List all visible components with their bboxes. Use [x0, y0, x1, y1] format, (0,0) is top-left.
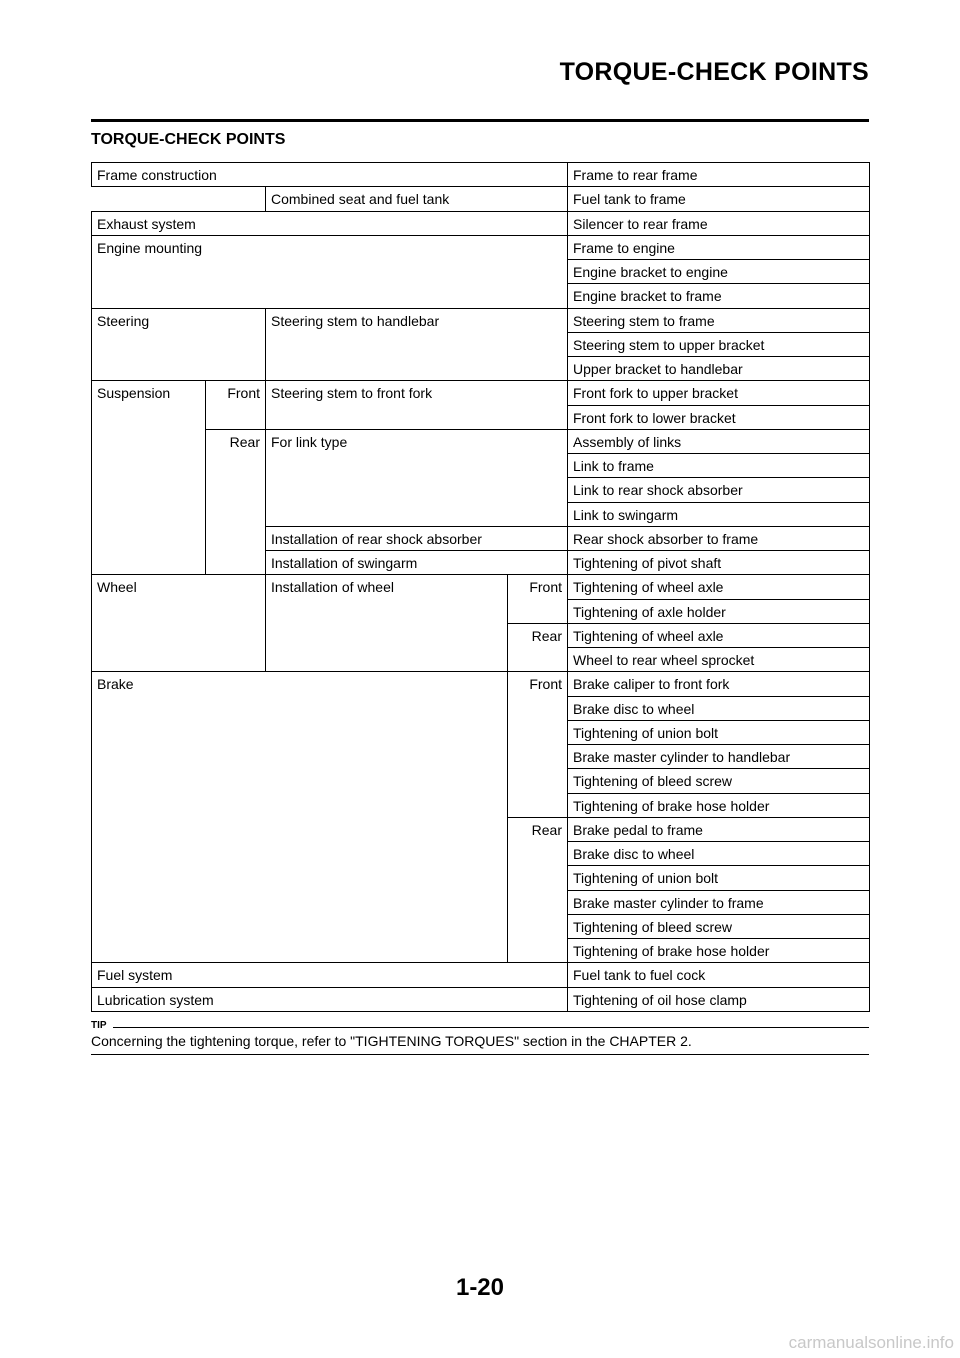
table-cell: Wheel: [91, 574, 266, 672]
header-rule: [91, 119, 869, 122]
table-cell: Brake: [91, 671, 508, 963]
table-cell: Installation of swingarm: [265, 550, 568, 575]
table-cell: Link to frame: [567, 453, 870, 478]
table-cell: Fuel tank to frame: [567, 186, 870, 211]
table-cell: Brake disc to wheel: [567, 696, 870, 721]
table-cell: Rear: [507, 623, 568, 673]
table-cell: Brake master cylinder to frame: [567, 890, 870, 915]
table-cell: Tightening of union bolt: [567, 865, 870, 890]
table-cell: Steering stem to handlebar: [265, 308, 568, 382]
table-cell: Front: [507, 574, 568, 624]
table-cell: Installation of rear shock absorber: [265, 526, 568, 551]
table-cell: Steering stem to frame: [567, 308, 870, 333]
table-cell: Assembly of links: [567, 429, 870, 454]
table-cell: Engine bracket to frame: [567, 283, 870, 308]
table-cell: Steering stem to upper bracket: [567, 332, 870, 357]
table-cell: Tightening of oil hose clamp: [567, 987, 870, 1012]
table-cell: Brake pedal to frame: [567, 817, 870, 842]
table-cell: For link type: [265, 429, 568, 527]
torque-check-table: [91, 162, 869, 1012]
table-cell: Tightening of union bolt: [567, 720, 870, 745]
tip-text: Concerning the tightening torque, refer to "TIGHTENING TORQUES" section in the CHAPTER 2.: [91, 1033, 692, 1049]
table-cell: Exhaust system: [91, 211, 568, 236]
table-cell: Steering stem to front fork: [265, 380, 568, 430]
table-cell: Tightening of wheel axle: [567, 623, 870, 648]
table-cell: Silencer to rear frame: [567, 211, 870, 236]
table-cell: Tightening of bleed screw: [567, 914, 870, 939]
table-cell: Rear: [205, 429, 266, 576]
table-cell: Front: [507, 671, 568, 818]
table-cell: Fuel system: [91, 962, 568, 987]
table-cell: Upper bracket to handlebar: [567, 356, 870, 381]
table-cell: Front fork to lower bracket: [567, 405, 870, 430]
section-title: TORQUE-CHECK POINTS: [91, 131, 286, 148]
table-cell: Tightening of brake hose holder: [567, 793, 870, 818]
table-cell: Installation of wheel: [265, 574, 508, 672]
footer-watermark: carmanualsonline.info: [788, 1333, 954, 1352]
table-cell: Combined seat and fuel tank: [265, 186, 568, 211]
table-cell: Brake master cylinder to handlebar: [567, 744, 870, 769]
tip-rule-bottom: [91, 1054, 869, 1055]
table-cell: Wheel to rear wheel sprocket: [567, 647, 870, 672]
table-cell: Link to rear shock absorber: [567, 477, 870, 502]
table-cell: Brake disc to wheel: [567, 841, 870, 866]
table-cell: Rear: [507, 817, 568, 964]
table-cell: Frame construction: [91, 162, 568, 187]
page-number: 1-20: [455, 1274, 505, 1301]
table-cell: Tightening of pivot shaft: [567, 550, 870, 575]
table-cell: Rear shock absorber to frame: [567, 526, 870, 551]
table-cell: Tightening of bleed screw: [567, 768, 870, 793]
table-cell: Fuel tank to fuel cock: [567, 962, 870, 987]
table-cell: Lubrication system: [91, 987, 568, 1012]
table-cell: Engine mounting: [91, 235, 568, 309]
tip-label: TIP: [91, 1020, 107, 1031]
table-cell: Tightening of wheel axle: [567, 574, 870, 599]
table-cell: Tightening of brake hose holder: [567, 938, 870, 963]
table-cell: Link to swingarm: [567, 502, 870, 527]
table-cell: Steering: [91, 308, 266, 382]
table-cell: Brake caliper to front fork: [567, 671, 870, 696]
page-header-title: TORQUE-CHECK POINTS: [559, 58, 869, 86]
table-cell: Suspension: [91, 380, 206, 575]
table-cell: Frame to rear frame: [567, 162, 870, 187]
table-cell: Front fork to upper bracket: [567, 380, 870, 405]
table-cell: Engine bracket to engine: [567, 259, 870, 284]
table-cell: Front: [205, 380, 266, 430]
table-cell: Frame to engine: [567, 235, 870, 260]
table-cell: Tightening of axle holder: [567, 599, 870, 624]
tip-rule-top: [113, 1027, 869, 1028]
